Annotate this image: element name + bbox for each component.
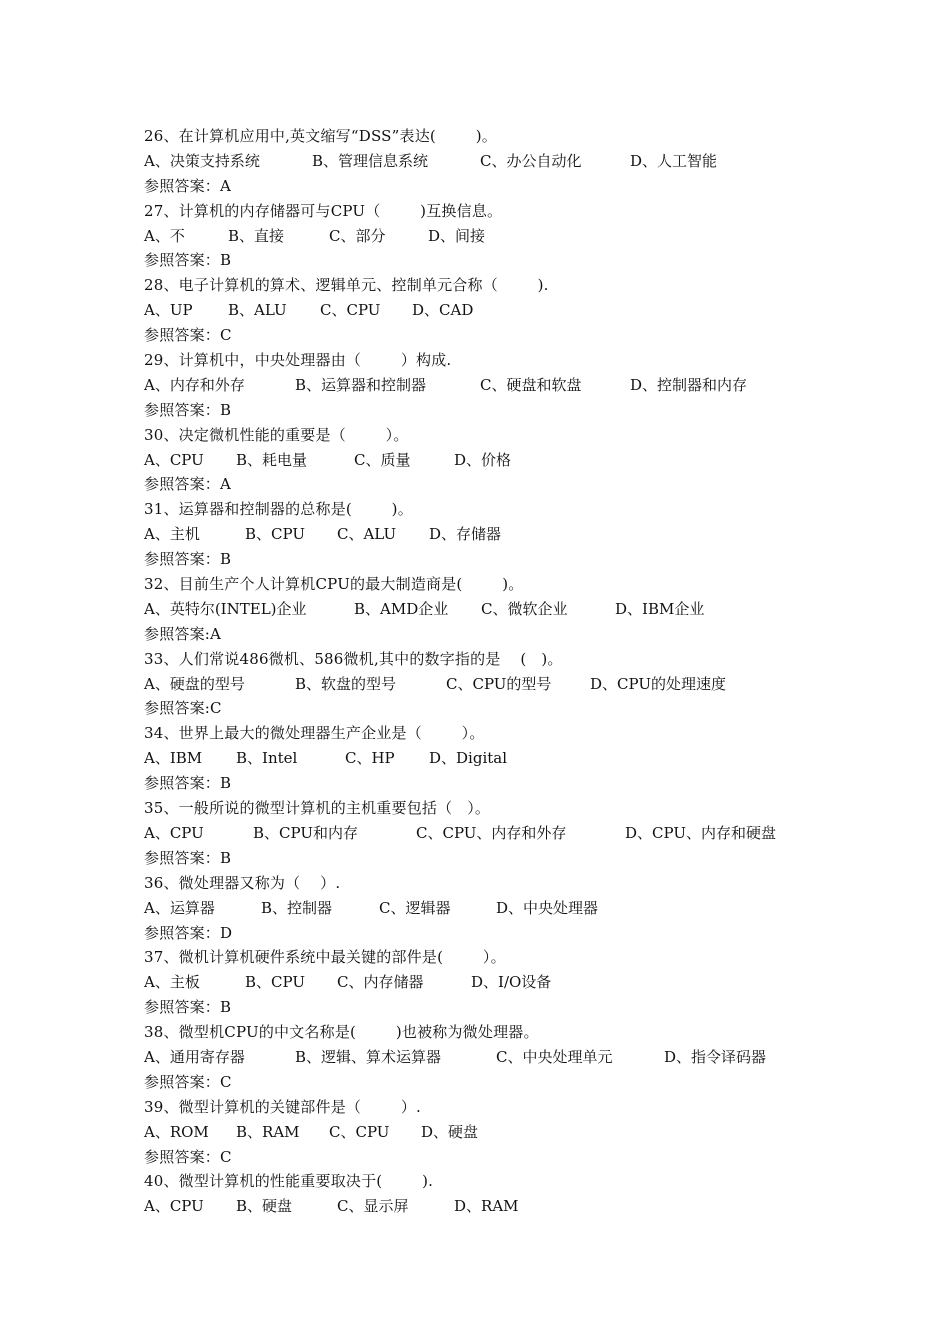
reference-answer: 参照答案：B xyxy=(144,998,232,1017)
question-stem: 26、在计算机应用中,英文缩写“DSS”表达( )。 xyxy=(144,127,497,145)
option-a: A、决策支持系统 xyxy=(144,151,260,170)
option-b: B、CPU xyxy=(245,525,305,544)
question-stem: 40、微型计算机的性能重要取决于( ). xyxy=(144,1172,434,1191)
option-d: D、间接 xyxy=(428,226,486,245)
reference-answer: 参照答案：B xyxy=(144,848,232,867)
option-d: D、CPU的处理速度 xyxy=(590,674,726,693)
option-c: C、部分 xyxy=(329,226,386,245)
reference-answer: 参照答案：A xyxy=(144,475,232,494)
reference-answer: 参照答案:A xyxy=(144,624,222,643)
option-d: D、价格 xyxy=(454,450,512,469)
option-c: C、逻辑器 xyxy=(379,898,451,917)
option-c: C、硬盘和软盘 xyxy=(480,375,582,394)
reference-answer: 参照答案：B xyxy=(144,400,232,419)
option-c: C、CPU、内存和外存 xyxy=(416,823,567,842)
question-options xyxy=(144,821,844,846)
option-b: B、软盘的型号 xyxy=(295,674,397,693)
option-a: A、ROM xyxy=(144,1122,209,1141)
question-options xyxy=(144,672,844,697)
question-stem: 36、微处理器又称为（ ）. xyxy=(144,873,341,892)
option-b: B、CPU和内存 xyxy=(253,823,358,842)
question-options xyxy=(144,298,844,323)
option-b: B、Intel xyxy=(236,749,298,768)
option-d: D、硬盘 xyxy=(421,1122,479,1141)
option-a: A、硬盘的型号 xyxy=(144,674,245,693)
option-c: C、微软企业 xyxy=(481,599,568,618)
question-options xyxy=(144,149,844,174)
question-stem: 34、世界上最大的微处理器生产企业是（ ）。 xyxy=(144,724,485,743)
option-d: D、指令译码器 xyxy=(664,1047,767,1066)
option-c: C、CPU xyxy=(329,1122,390,1141)
option-c: C、显示屏 xyxy=(337,1197,409,1216)
option-d: D、存储器 xyxy=(429,525,502,544)
reference-answer: 参照答案：B xyxy=(144,251,232,270)
question-options xyxy=(144,373,844,398)
reference-answer: 参照答案：A xyxy=(144,176,232,195)
question-stem: 38、微型机CPU的中文名称是( )也被称为微处理器。 xyxy=(144,1023,539,1042)
option-a: A、主机 xyxy=(144,525,200,544)
reference-answer: 参照答案：C xyxy=(144,1072,232,1091)
question-stem: 27、计算机的内存储器可与CPU（ )互换信息。 xyxy=(144,201,503,220)
option-d: D、Digital xyxy=(429,749,508,768)
option-a: A、UP xyxy=(144,301,193,320)
question-options xyxy=(144,597,844,622)
option-d: D、CPU、内存和硬盘 xyxy=(625,823,776,842)
question-stem: 35、一般所说的微型计算机的主机重要包括（ ）。 xyxy=(144,799,491,818)
option-a: A、内存和外存 xyxy=(144,375,245,394)
option-d: D、中央处理器 xyxy=(496,898,599,917)
option-d: D、人工智能 xyxy=(630,151,718,170)
option-a: A、运算器 xyxy=(144,898,215,917)
option-d: D、IBM企业 xyxy=(615,599,705,618)
option-c: C、CPU的型号 xyxy=(446,674,552,693)
reference-answer: 参照答案:C xyxy=(144,699,222,718)
option-a: A、IBM xyxy=(144,749,203,768)
option-b: B、运算器和控制器 xyxy=(295,375,427,394)
option-d: D、RAM xyxy=(454,1197,519,1216)
option-c: C、质量 xyxy=(354,450,411,469)
option-c: C、中央处理单元 xyxy=(496,1047,613,1066)
option-b: B、ALU xyxy=(228,301,287,320)
question-options xyxy=(144,746,844,771)
reference-answer: 参照答案：C xyxy=(144,1147,232,1166)
question-list xyxy=(144,124,844,1219)
option-a: A、CPU xyxy=(144,1197,204,1216)
option-a: A、CPU xyxy=(144,823,204,842)
option-b: B、AMD企业 xyxy=(354,599,449,618)
question-options xyxy=(144,224,844,249)
question-stem: 31、运算器和控制器的总称是( )。 xyxy=(144,500,413,519)
reference-answer: 参照答案：B xyxy=(144,550,232,569)
option-d: D、CAD xyxy=(412,301,474,320)
option-b: B、逻辑、算术运算器 xyxy=(295,1047,442,1066)
question-stem: 37、微机计算机硬件系统中最关键的部件是( ）。 xyxy=(144,948,506,967)
option-b: B、耗电量 xyxy=(236,450,308,469)
reference-answer: 参照答案：B xyxy=(144,774,232,793)
option-a: A、主板 xyxy=(144,973,200,992)
question-stem: 32、目前生产个人计算机CPU的最大制造商是( )。 xyxy=(144,575,524,594)
question-options xyxy=(144,1045,844,1070)
option-b: B、硬盘 xyxy=(236,1197,293,1216)
reference-answer: 参照答案：C xyxy=(144,326,232,345)
option-b: B、CPU xyxy=(245,973,305,992)
option-d: D、I/O设备 xyxy=(471,973,552,992)
option-b: B、直接 xyxy=(228,226,285,245)
reference-answer: 参照答案：D xyxy=(144,923,233,942)
option-c: C、内存储器 xyxy=(337,973,424,992)
question-options xyxy=(144,896,844,921)
option-b: B、控制器 xyxy=(261,898,333,917)
option-c: C、ALU xyxy=(337,525,397,544)
question-stem: 29、计算机中，中央处理器由（ ）构成. xyxy=(144,351,452,370)
option-a: A、不 xyxy=(144,226,185,245)
option-a: A、CPU xyxy=(144,450,204,469)
question-stem: 33、人们常说486微机、586微机,其中的数字指的是 ( )。 xyxy=(144,649,563,668)
option-c: C、HP xyxy=(345,749,395,768)
option-a: A、英特尔(INTEL)企业 xyxy=(144,599,307,618)
option-c: C、办公自动化 xyxy=(480,151,582,170)
question-stem: 30、决定微机性能的重要是（ ）。 xyxy=(144,425,409,444)
question-options xyxy=(144,522,844,547)
option-a: A、通用寄存器 xyxy=(144,1047,245,1066)
option-b: B、RAM xyxy=(236,1122,300,1141)
option-c: C、CPU xyxy=(320,301,381,320)
question-stem: 28、电子计算机的算术、逻辑单元、控制单元合称（ ). xyxy=(144,276,549,295)
question-options xyxy=(144,970,844,995)
question-options xyxy=(144,1120,844,1145)
option-d: D、控制器和内存 xyxy=(630,375,748,394)
question-options xyxy=(144,448,844,473)
question-stem: 39、微型计算机的关键部件是（ ）. xyxy=(144,1097,422,1116)
question-options xyxy=(144,1194,844,1219)
option-b: B、管理信息系统 xyxy=(312,151,429,170)
